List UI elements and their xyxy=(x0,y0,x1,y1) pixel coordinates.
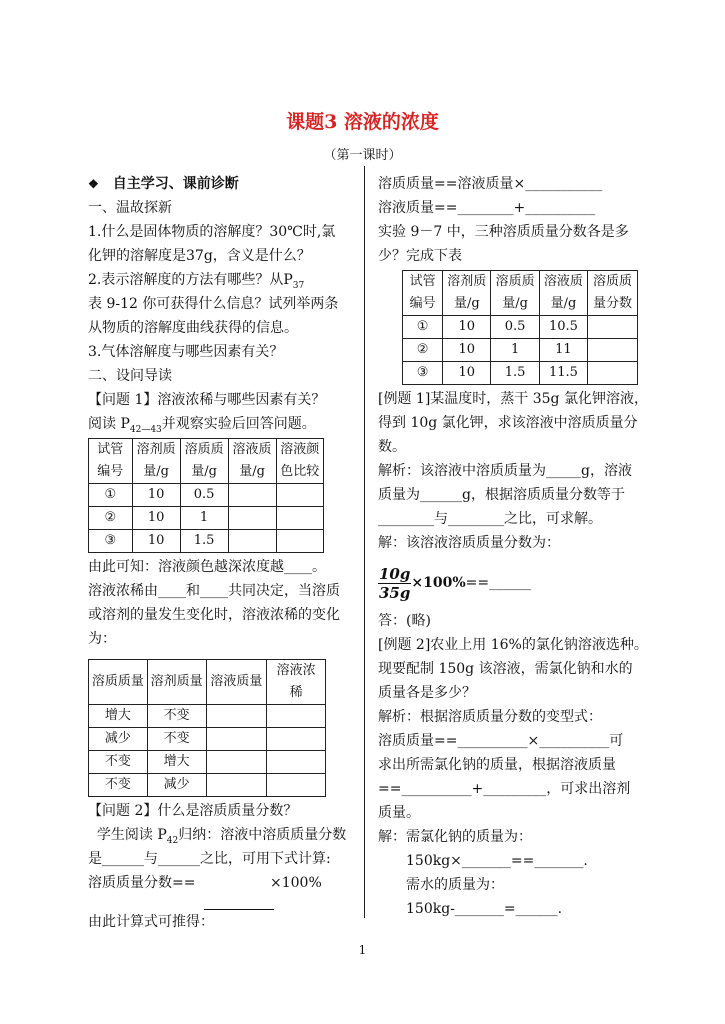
table-cell: 10 xyxy=(132,530,180,553)
header-cell: 溶剂质 量/g xyxy=(132,439,180,484)
experiment-table-1 xyxy=(88,438,324,553)
section-heading-self-study: ❖ 自主学习、课前诊断 xyxy=(88,176,239,192)
analysis-1-line-1: 解析：该溶液中溶质质量为_____g，溶液 xyxy=(378,463,632,479)
example-1-line-2: 得到 10g 氯化钾，求该溶液中溶质质量分 xyxy=(378,415,638,431)
example-1-line-3: 数。 xyxy=(378,439,406,455)
table-cell xyxy=(228,484,276,507)
table-cell xyxy=(228,507,276,530)
subsection-guided-reading: 二、设问导读 xyxy=(88,368,172,384)
table-cell: 10 xyxy=(132,484,180,507)
table-cell xyxy=(276,484,323,507)
derivation-intro: 由此计算式可推得： xyxy=(88,914,214,930)
table-cell xyxy=(588,339,638,362)
page-title: 课题3 溶液的浓度 xyxy=(286,111,439,133)
header-cell: 溶剂质量 xyxy=(147,660,206,705)
lesson-subtitle: （第一课时） xyxy=(323,148,402,163)
table-cell xyxy=(206,705,267,728)
header-cell: 溶质质 量/g xyxy=(180,439,228,484)
table-row xyxy=(403,339,638,362)
table-cell: 1.5 xyxy=(180,530,228,553)
problem-1-title: 【问题 1】溶液浓稀与哪些因素有关？ xyxy=(88,392,326,408)
table-cell xyxy=(267,728,326,751)
table-cell xyxy=(276,530,323,553)
problem-2-line-2: 是______与______之比，可用下式计算: xyxy=(88,851,331,867)
header-cell: 溶液质 量/g xyxy=(228,439,276,484)
left-column xyxy=(88,172,356,934)
example-2-line-3: 质量各是多少？ xyxy=(378,685,476,701)
table-cell: 11 xyxy=(539,339,587,362)
problem-2-line-1: 学生阅读 $P_{42}$归纳：溶液中溶质质量分数 xyxy=(88,827,347,846)
header-cell: 溶液质量 xyxy=(206,660,267,705)
table-cell: ① xyxy=(403,316,443,339)
right-column xyxy=(378,172,648,921)
header-cell: 溶质质 量分数 xyxy=(588,271,638,316)
table-cell: 10 xyxy=(443,339,491,362)
experiment-table-2 xyxy=(402,270,638,385)
table-cell: 10 xyxy=(443,362,491,385)
table-row xyxy=(403,362,638,385)
example-1-line-1: [例题 1]某温度时，蒸干 35g 氯化钾溶液， xyxy=(378,391,648,407)
question-2-line-3: 从物质的溶解度曲线获得的信息。 xyxy=(88,320,298,336)
table-cell: 10 xyxy=(132,507,180,530)
solution-2-solute-calc: 150kg×_______==_______. xyxy=(406,853,588,869)
table-cell: 1.5 xyxy=(491,362,539,385)
header-cell: 溶剂质 量/g xyxy=(443,271,491,316)
table-cell xyxy=(267,705,326,728)
table-cell xyxy=(206,774,267,797)
table-cell: 减少 xyxy=(147,774,206,797)
table-cell: 增大 xyxy=(147,751,206,774)
example-2-line-1: [例题 2]农业上用 16%的氯化钠溶液选种。 xyxy=(378,637,648,653)
table-cell xyxy=(206,751,267,774)
analysis-2-line-3: 求出所需氯化钠的质量，根据溶液质量 xyxy=(378,757,616,773)
conclusion-line-2: 溶液浓稀由____和____共同决定，当溶质 xyxy=(88,583,340,599)
table-cell: 0.5 xyxy=(491,316,539,339)
table-cell: 10 xyxy=(443,316,491,339)
analysis-1-line-2: 质量为______g，根据溶质质量分数等于 xyxy=(378,487,625,503)
table-cell: ② xyxy=(89,507,133,530)
table-cell: 不变 xyxy=(89,774,148,797)
solution-2-water-calc: 150kg-_______=______. xyxy=(406,901,563,917)
table-cell xyxy=(206,728,267,751)
table-cell xyxy=(588,316,638,339)
solution-2-water-intro: 需水的质量为： xyxy=(406,877,504,893)
example-2-line-2: 现要配制 150g 该溶液，需氯化钠和水的 xyxy=(378,661,633,677)
solution-1-intro: 解：该溶液溶质质量分数为： xyxy=(378,535,560,551)
formula-solution-mass: 溶液质量==________+__________ xyxy=(378,200,596,216)
table-cell: 10.5 xyxy=(539,316,587,339)
analysis-1-line-3: ________与________之比，可求解。 xyxy=(378,511,602,527)
table-cell: 1 xyxy=(180,507,228,530)
table-cell xyxy=(276,507,323,530)
table-cell: ③ xyxy=(89,530,133,553)
experiment-question-line-2: 少？完成下表 xyxy=(378,248,462,264)
answer-omitted: 答：(略) xyxy=(378,613,431,629)
question-1-line-2: 化钾的溶解度是37g，含义是什么？ xyxy=(88,248,311,264)
analysis-2-line-1: 解析：根据溶质质量分数的变型式： xyxy=(378,709,602,725)
table-cell: 不变 xyxy=(147,728,206,751)
conclusion-line-1: 由此可知：溶液颜色越深浓度越____。 xyxy=(88,559,326,575)
table-header-row xyxy=(403,271,638,316)
table-row xyxy=(89,705,326,728)
question-3: 3.气体溶解度与哪些因素有关？ xyxy=(88,344,284,360)
table-cell: ③ xyxy=(403,362,443,385)
table-cell xyxy=(267,751,326,774)
fraction-formula: $\frac{10g}{35g}$ ×100% ==______ xyxy=(379,564,532,602)
table-cell: 增大 xyxy=(89,705,148,728)
problem-2-title: 【问题 2】什么是溶质质量分数？ xyxy=(88,803,298,819)
problem-1-instruction: 阅读 $P_{42—43}$并观察实验后回答问题。 xyxy=(88,416,316,435)
table-cell: 1 xyxy=(491,339,539,362)
question-2-line-1: 2.表示溶解度的方法有哪些？从$P_{37}$ xyxy=(88,272,305,291)
analysis-2-line-2: 溶质质量==__________×__________可 xyxy=(378,733,624,749)
diamond-bullet-icon: ❖ xyxy=(88,177,99,191)
table-cell: 减少 xyxy=(89,728,148,751)
table-row xyxy=(89,507,324,530)
question-2-line-2: 表 9-12 你可获得什么信息？试列举两条 xyxy=(88,296,339,312)
fraction: $\frac{10g}{35g}$ xyxy=(379,564,411,602)
table-cell xyxy=(588,362,638,385)
table-row xyxy=(89,530,324,553)
header-cell: 溶液质 量/g xyxy=(539,271,587,316)
table-header-row xyxy=(89,439,324,484)
table-row xyxy=(89,728,326,751)
table-row xyxy=(89,774,326,797)
table-cell: 11.5 xyxy=(539,362,587,385)
table-row xyxy=(403,316,638,339)
conclusion-line-3: 或溶剂的量发生变化时，溶液浓稀的变化 xyxy=(88,607,340,623)
table-header-row xyxy=(89,660,326,705)
header-cell: 溶液浓 稀 xyxy=(267,660,326,705)
subsection-review: 一、温故探新 xyxy=(88,200,172,216)
solution-2-intro: 解：需氯化钠的质量为： xyxy=(378,829,532,845)
header-cell: 试管 编号 xyxy=(403,271,443,316)
header-cell: 溶质质量 xyxy=(89,660,148,705)
table-cell: 不变 xyxy=(89,751,148,774)
header-cell: 试管 编号 xyxy=(89,439,133,484)
table-row xyxy=(89,751,326,774)
table-row xyxy=(89,484,324,507)
header-cell: 溶质质 量/g xyxy=(491,271,539,316)
experiment-question-line-1: 实验 9－7 中，三种溶质质量分数各是多 xyxy=(378,224,629,240)
table-cell: ① xyxy=(89,484,133,507)
conclusion-line-4: 为： xyxy=(88,631,116,647)
page-number: 1 xyxy=(358,943,367,957)
question-1-line-1: 1.什么是固体物质的溶解度？30℃时,氯 xyxy=(88,224,336,240)
table-cell: 不变 xyxy=(147,705,206,728)
analysis-2-line-5: 质量。 xyxy=(378,805,420,821)
table-cell: 0.5 xyxy=(180,484,228,507)
mass-fraction-formula: 溶质质量分数== ×100% xyxy=(88,875,322,891)
analysis-2-line-4: ==__________+_________，可求出溶剂 xyxy=(378,781,631,797)
column-divider xyxy=(364,166,365,918)
table-cell: ② xyxy=(403,339,443,362)
formula-solute-mass: 溶质质量==溶液质量×___________ xyxy=(378,176,603,192)
table-cell xyxy=(228,530,276,553)
header-cell: 溶液颜 色比较 xyxy=(276,439,323,484)
concentration-change-table xyxy=(88,659,326,797)
table-cell xyxy=(267,774,326,797)
